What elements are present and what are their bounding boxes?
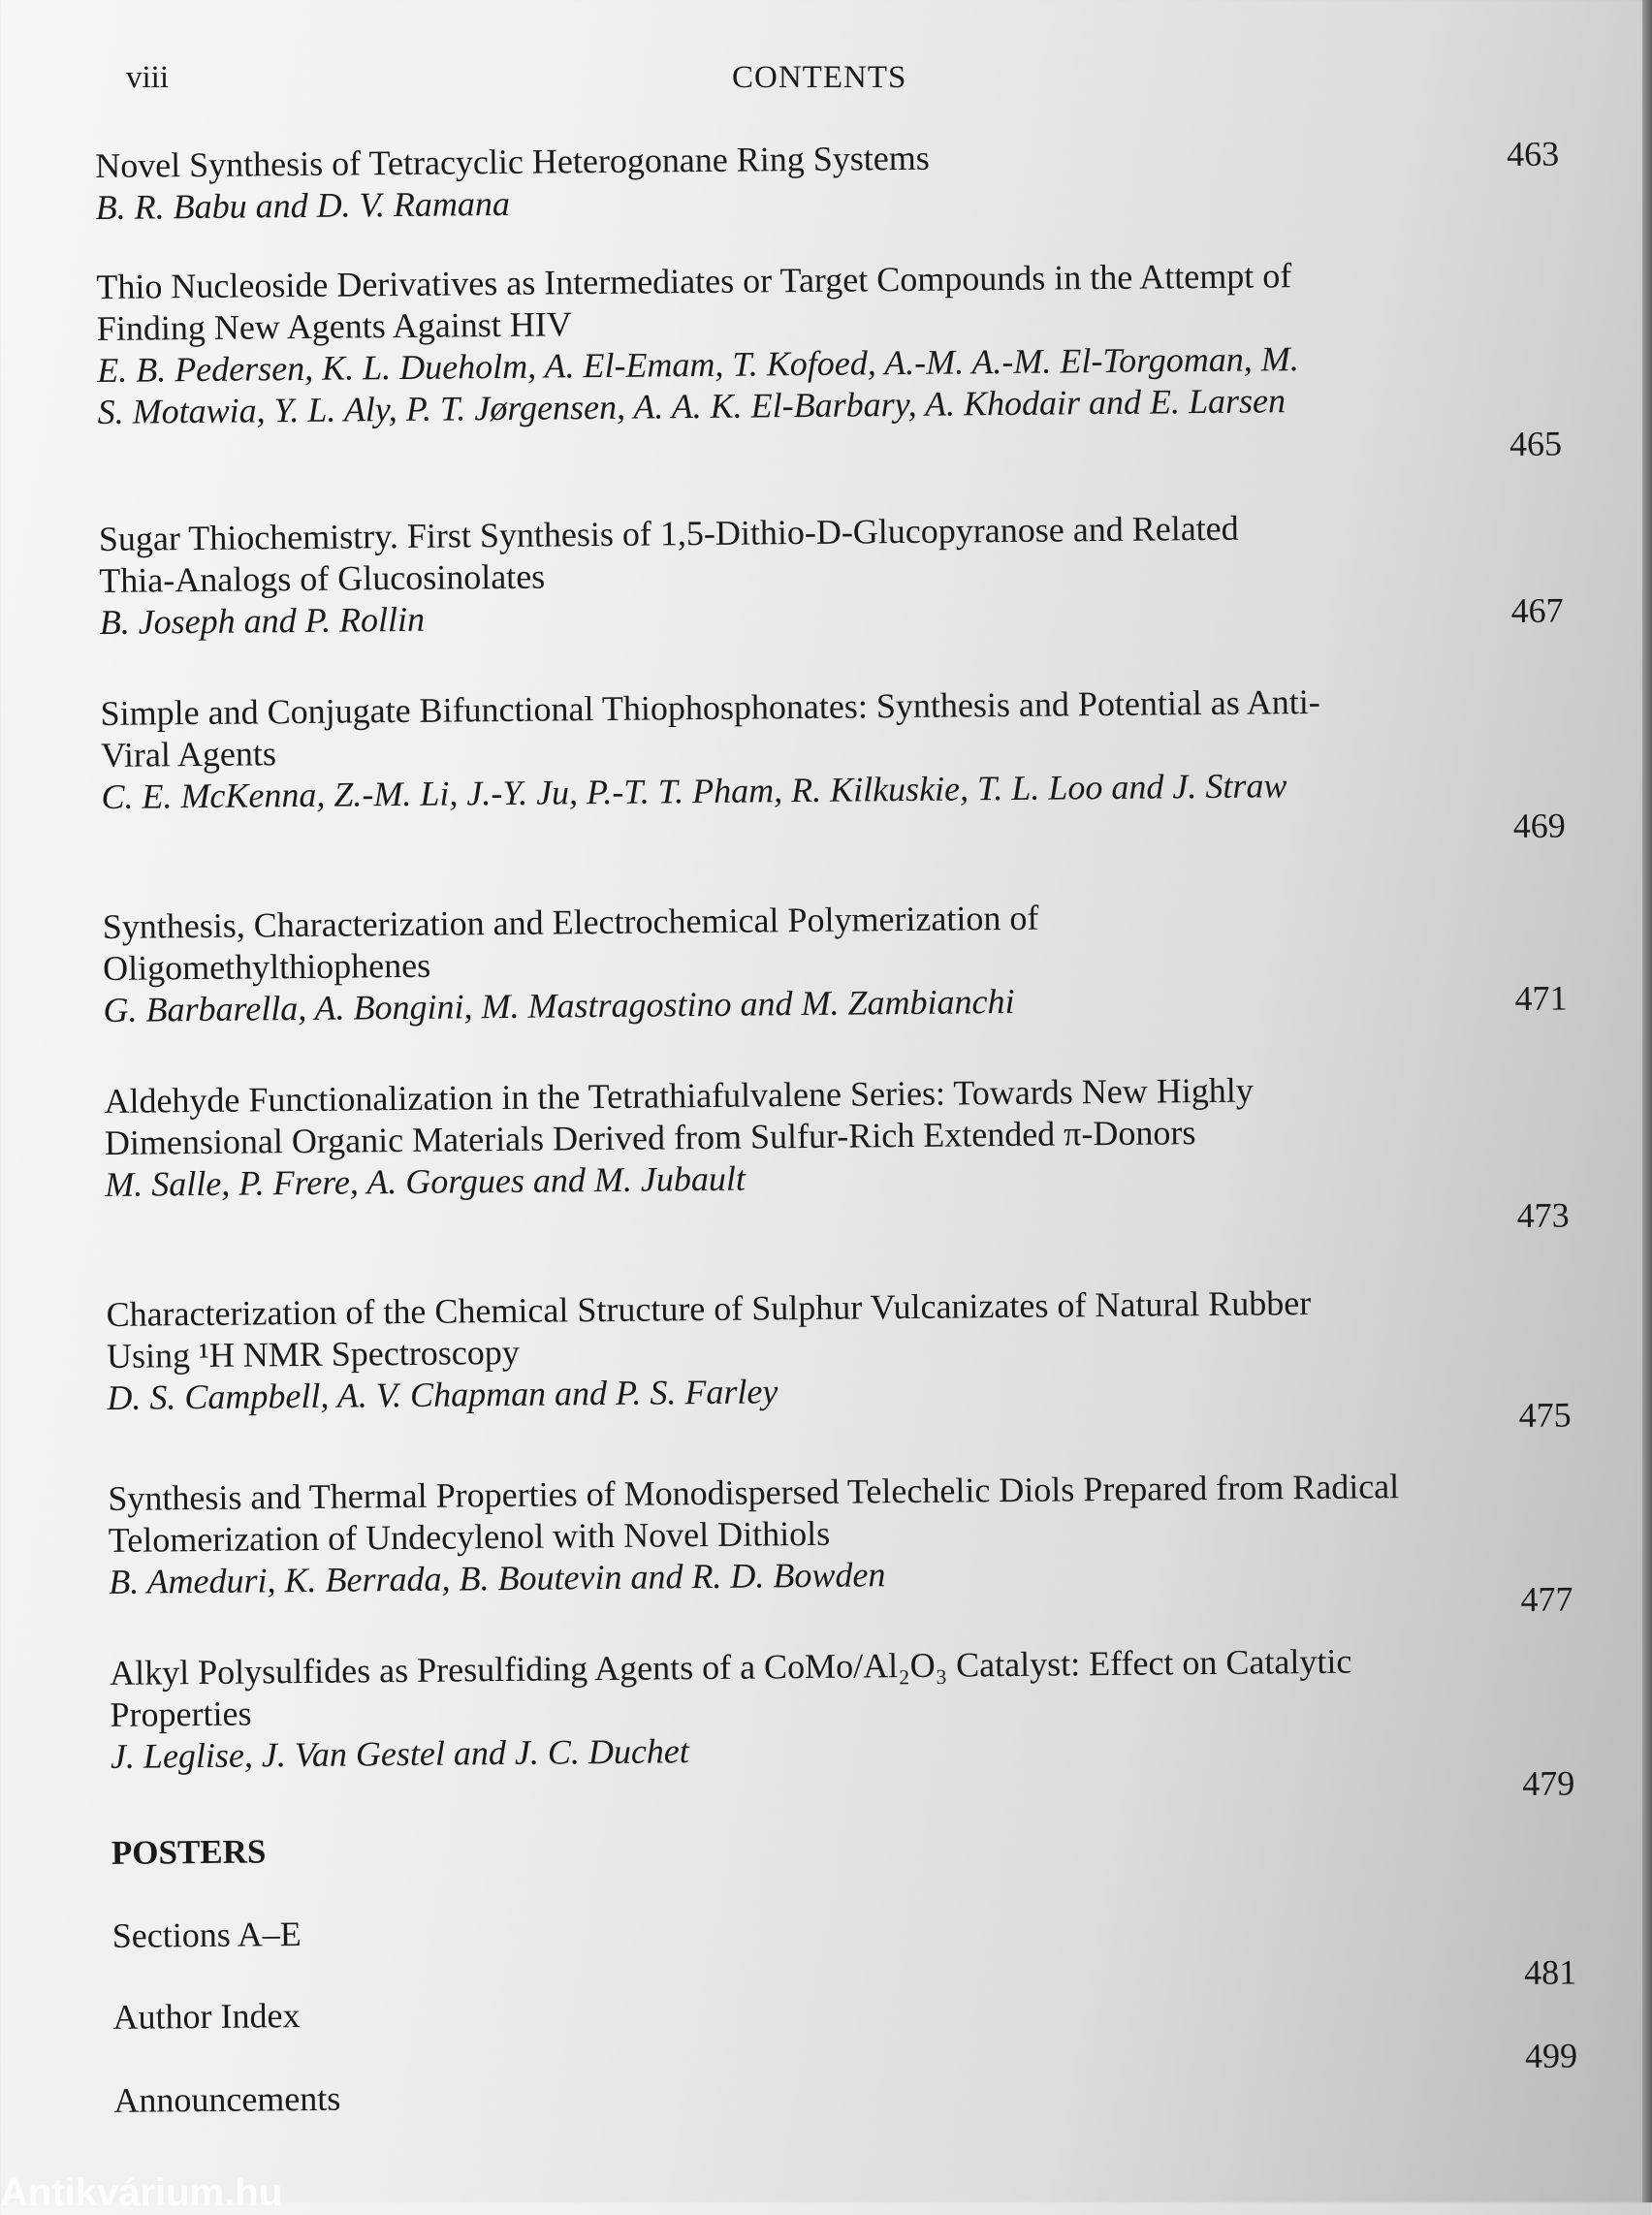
watermark: Antikvárium.hu (0, 2171, 283, 2214)
toc-item-sections (111, 1901, 1577, 1992)
entry-authors: C. E. McKenna, Z.-M. Li, J.-Y. Ju, P.-T. T. Pham, R. Kilkuskie, T. L. Loo and J. Straw (101, 766, 1287, 816)
entry-page: 473 (1516, 1195, 1570, 1235)
item-label: Sections A–E (111, 1914, 302, 1955)
posters-heading: POSTERS (111, 1832, 267, 1872)
running-page-number: viii (126, 60, 170, 95)
entry-page: 469 (1512, 806, 1566, 845)
entry-page: 475 (1518, 1395, 1572, 1435)
entry-authors: B. Ameduri, K. Berrada, B. Boutevin and R. D. Bowden (109, 1555, 886, 1601)
item-page: 481 (1523, 1952, 1577, 1992)
entry-page: 465 (1509, 424, 1563, 464)
entry-page: 463 (1506, 134, 1560, 174)
toc-entry (99, 504, 1564, 643)
toc-entry (104, 1066, 1570, 1235)
entry-authors: M. Salle, P. Frere, A. Gorgues and M. Jubault (105, 1158, 747, 1204)
item-label: Announcements (113, 2078, 341, 2120)
entry-title: Simple and Conjugate Bifunctional Thiophosphonates: Synthesis and Potential as Anti-Viral Agents (100, 681, 1320, 775)
entry-authors: E. B. Pedersen, K. L. Dueholm, A. El-Emam, T. Kofoed, A.-M. A.-M. El-Torgoman, M. S. Motawia, Y. L. Aly, P. T. Jørgensen, A. A. K. El-Barbary, A. Khodair and E. Larsen (97, 339, 1299, 431)
entry-title: Thio Nucleoside Derivatives as Intermediates or Target Compounds in the Attempt of Finding New Agents Against HIV (96, 256, 1292, 348)
entry-page: 467 (1510, 590, 1564, 630)
toc-entry (96, 252, 1563, 464)
entry-page: 477 (1520, 1579, 1573, 1619)
entry-authors: B. Joseph and P. Rollin (99, 599, 426, 642)
toc-entry (100, 679, 1566, 845)
entry-authors: B. R. Babu and D. V. Ramana (95, 183, 511, 227)
entry-title: Aldehyde Functionalization in the Tetrathiafulvalene Series: Towards New Highly Dimensional Organic Materials Derived from Sulfur-Rich Extended π-Donors (104, 1070, 1254, 1162)
entry-title: Synthesis, Characterization and Electrochemical Polymerization of Oligomethylthiophenes (102, 898, 1039, 988)
item-page: 499 (1524, 2036, 1578, 2075)
page-edge (1642, 0, 1652, 2202)
item-label: Author Index (112, 1996, 301, 2037)
toc-item-announcements (113, 2066, 1577, 2120)
table-of-contents (95, 132, 1578, 2120)
entry-page: 471 (1514, 978, 1568, 1018)
toc-item-author-index (112, 1982, 1578, 2075)
entry-title: Sugar Thiochemistry. First Synthesis of 1,5-Dithio-D-Glucopyranose and Related Thia-Analogs of Glucosinolates (98, 508, 1239, 600)
toc-entry (106, 1280, 1572, 1435)
page-title: CONTENTS (732, 60, 907, 95)
toc-entry (109, 1638, 1575, 1803)
toc-entry (103, 892, 1568, 1030)
entry-page: 479 (1522, 1763, 1575, 1803)
entry-authors: J. Leglise, J. Van Gestel and J. C. Duchet (110, 1731, 689, 1776)
entry-title: Synthesis and Thermal Properties of Monodispersed Telechelic Diols Prepared from Radical Telomerization of Undecylenol with Novel Dithiols (108, 1467, 1400, 1560)
entry-authors: G. Barbarella, A. Bongini, M. Mastragostino and M. Zambianchi (103, 981, 1015, 1029)
entry-title: Alkyl Polysulfides as Presulfiding Agents of a CoMo/Al₂O₃ Catalyst: Effect on Catalytic Properties (109, 1641, 1352, 1734)
toc-entry (95, 132, 1560, 229)
entry-authors: D. S. Campbell, A. V. Chapman and P. S. Farley (107, 1372, 778, 1417)
entry-title: Novel Synthesis of Tetracyclic Heterogonane Ring Systems (95, 138, 931, 185)
entry-title: Characterization of the Chemical Structure of Sulphur Vulcanizates of Natural Rubber Using ¹H NMR Spectroscopy (106, 1283, 1312, 1376)
toc-entry (108, 1464, 1573, 1619)
